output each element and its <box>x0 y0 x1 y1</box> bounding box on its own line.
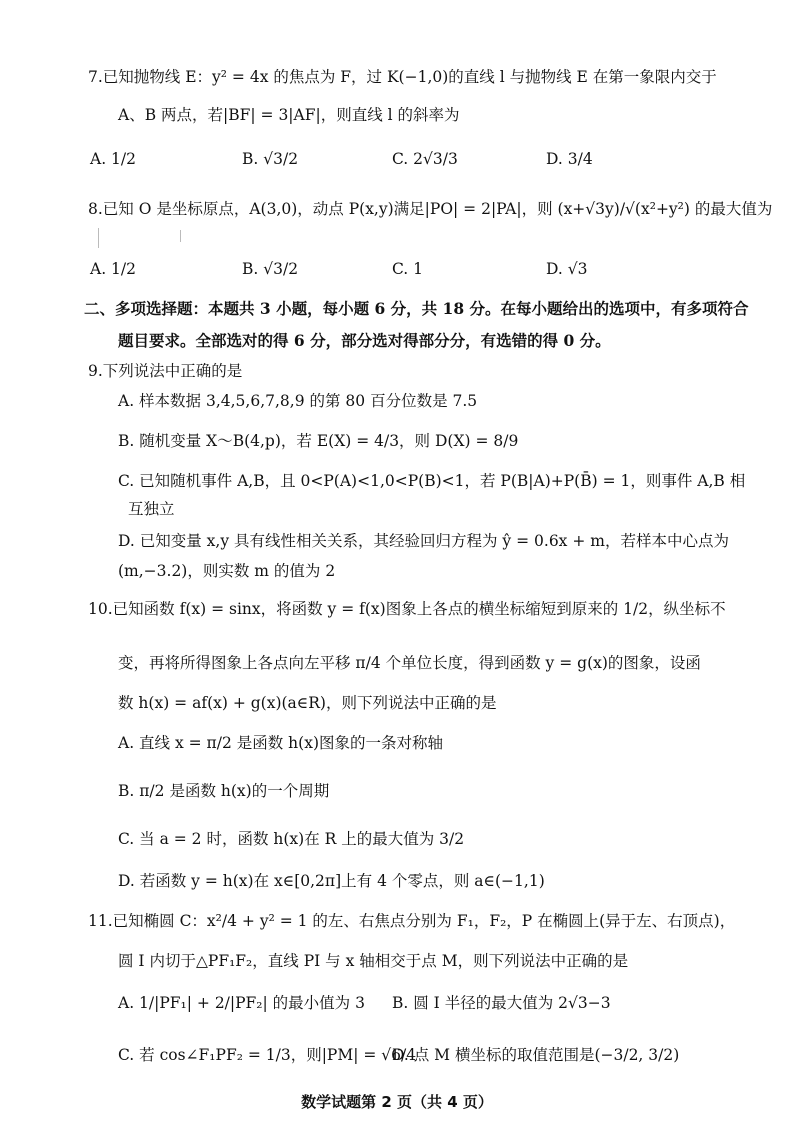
q9-option-d-line2: (m,−3.2)，则实数 m 的值为 2 <box>118 562 336 580</box>
section2-header-line2: 题目要求。全部选对的得 6 分，部分选对得部分分，有选错的得 0 分。 <box>118 331 611 350</box>
page-footer: 数学试题第 2 页（共 4 页） <box>301 1093 493 1111</box>
q10-stem-line2: 变，再将所得图象上各点向左平移 π/4 个单位长度，得到函数 y = g(x)的图象，设函 <box>118 654 701 672</box>
section2-header-line1: 二、多项选择题：本题共 3 小题，每小题 6 分，共 18 分。在每小题给出的选项中，有多项符合 <box>84 299 749 318</box>
q10-option-c: C. 当 a = 2 时，函数 h(x)在 R 上的最大值为 3/2 <box>118 830 465 848</box>
q11-option-c: C. 若 cos∠F₁PF₂ = 1/3，则|PM| = √6/4 <box>118 1046 417 1064</box>
q11-option-d: D. 点 M 横坐标的取值范围是(−3/2, 3/2) <box>392 1046 680 1064</box>
q11-stem-line1: 11.已知椭圆 C：x²/4 + y² = 1 的左、右焦点分别为 F₁，F₂，P 在椭圆上(异于左、右顶点)， <box>88 912 736 930</box>
q7-stem-line2: A、B 两点，若|BF| = 3|AF|，则直线 l 的斜率为 <box>118 106 460 124</box>
q7-stem-line1: 7.已知抛物线 E：y² = 4x 的焦点为 F，过 K(−1,0)的直线 l 与抛物线 E 在第一象限内交于 <box>88 68 717 86</box>
q9-stem: 9.下列说法中正确的是 <box>88 362 243 380</box>
q10-option-b: B. π/2 是函数 h(x)的一个周期 <box>118 782 330 800</box>
q10-option-d: D. 若函数 y = h(x)在 x∈[0,2π]上有 4 个零点，则 a∈(−1,1) <box>118 872 545 890</box>
q9-option-c-line2: 互独立 <box>128 500 175 518</box>
q10-stem-line1: 10.已知函数 f(x) = sinx，将函数 y = f(x)图象上各点的横坐标缩短到原来的 1/2，纵坐标不 <box>88 600 726 618</box>
q11-option-b: B. 圆 I 半径的最大值为 2√3−3 <box>392 994 611 1012</box>
q7-option-c: C. 2√3/3 <box>392 150 458 168</box>
q7-option-d: D. 3/4 <box>546 150 593 168</box>
q9-option-d-line1: D. 已知变量 x,y 具有线性相关关系，其经验回归方程为 ŷ = 0.6x + m，若样本中心点为 <box>118 532 729 550</box>
q11-option-a: A. 1/|PF₁| + 2/|PF₂| 的最小值为 3 <box>118 994 365 1012</box>
q8-option-b: B. √3/2 <box>242 260 299 278</box>
scan-artifact-mark <box>98 228 99 248</box>
q8-option-d: D. √3 <box>546 260 588 278</box>
q10-option-a: A. 直线 x = π/2 是函数 h(x)图象的一条对称轴 <box>118 734 444 752</box>
q7-option-a: A. 1/2 <box>90 150 136 168</box>
q9-option-b: B. 随机变量 X～B(4,p)，若 E(X) = 4/3，则 D(X) = 8/9 <box>118 432 519 450</box>
q10-stem-line3: 数 h(x) = af(x) + g(x)(a∈R)，则下列说法中正确的是 <box>118 694 497 712</box>
q8-stem-line1: 8.已知 O 是坐标原点，A(3,0)，动点 P(x,y)满足|PO| = 2|PA|，则 (x+√3y)/√(x²+y²) 的最大值为 <box>88 200 773 218</box>
q9-option-c-line1: C. 已知随机事件 A,B，且 0<P(A)<1,0<P(B)<1，若 P(B|A)+P(B̄) = 1，则事件 A,B 相 <box>118 472 746 490</box>
q11-stem-line2: 圆 I 内切于△PF₁F₂，直线 PI 与 x 轴相交于点 M，则下列说法中正确的是 <box>118 952 629 970</box>
q7-option-b: B. √3/2 <box>242 150 299 168</box>
q9-option-a: A. 样本数据 3,4,5,6,7,8,9 的第 80 百分位数是 7.5 <box>118 392 478 410</box>
q8-option-a: A. 1/2 <box>90 260 136 278</box>
q8-option-c: C. 1 <box>392 260 424 278</box>
scan-artifact-mark <box>180 230 181 242</box>
